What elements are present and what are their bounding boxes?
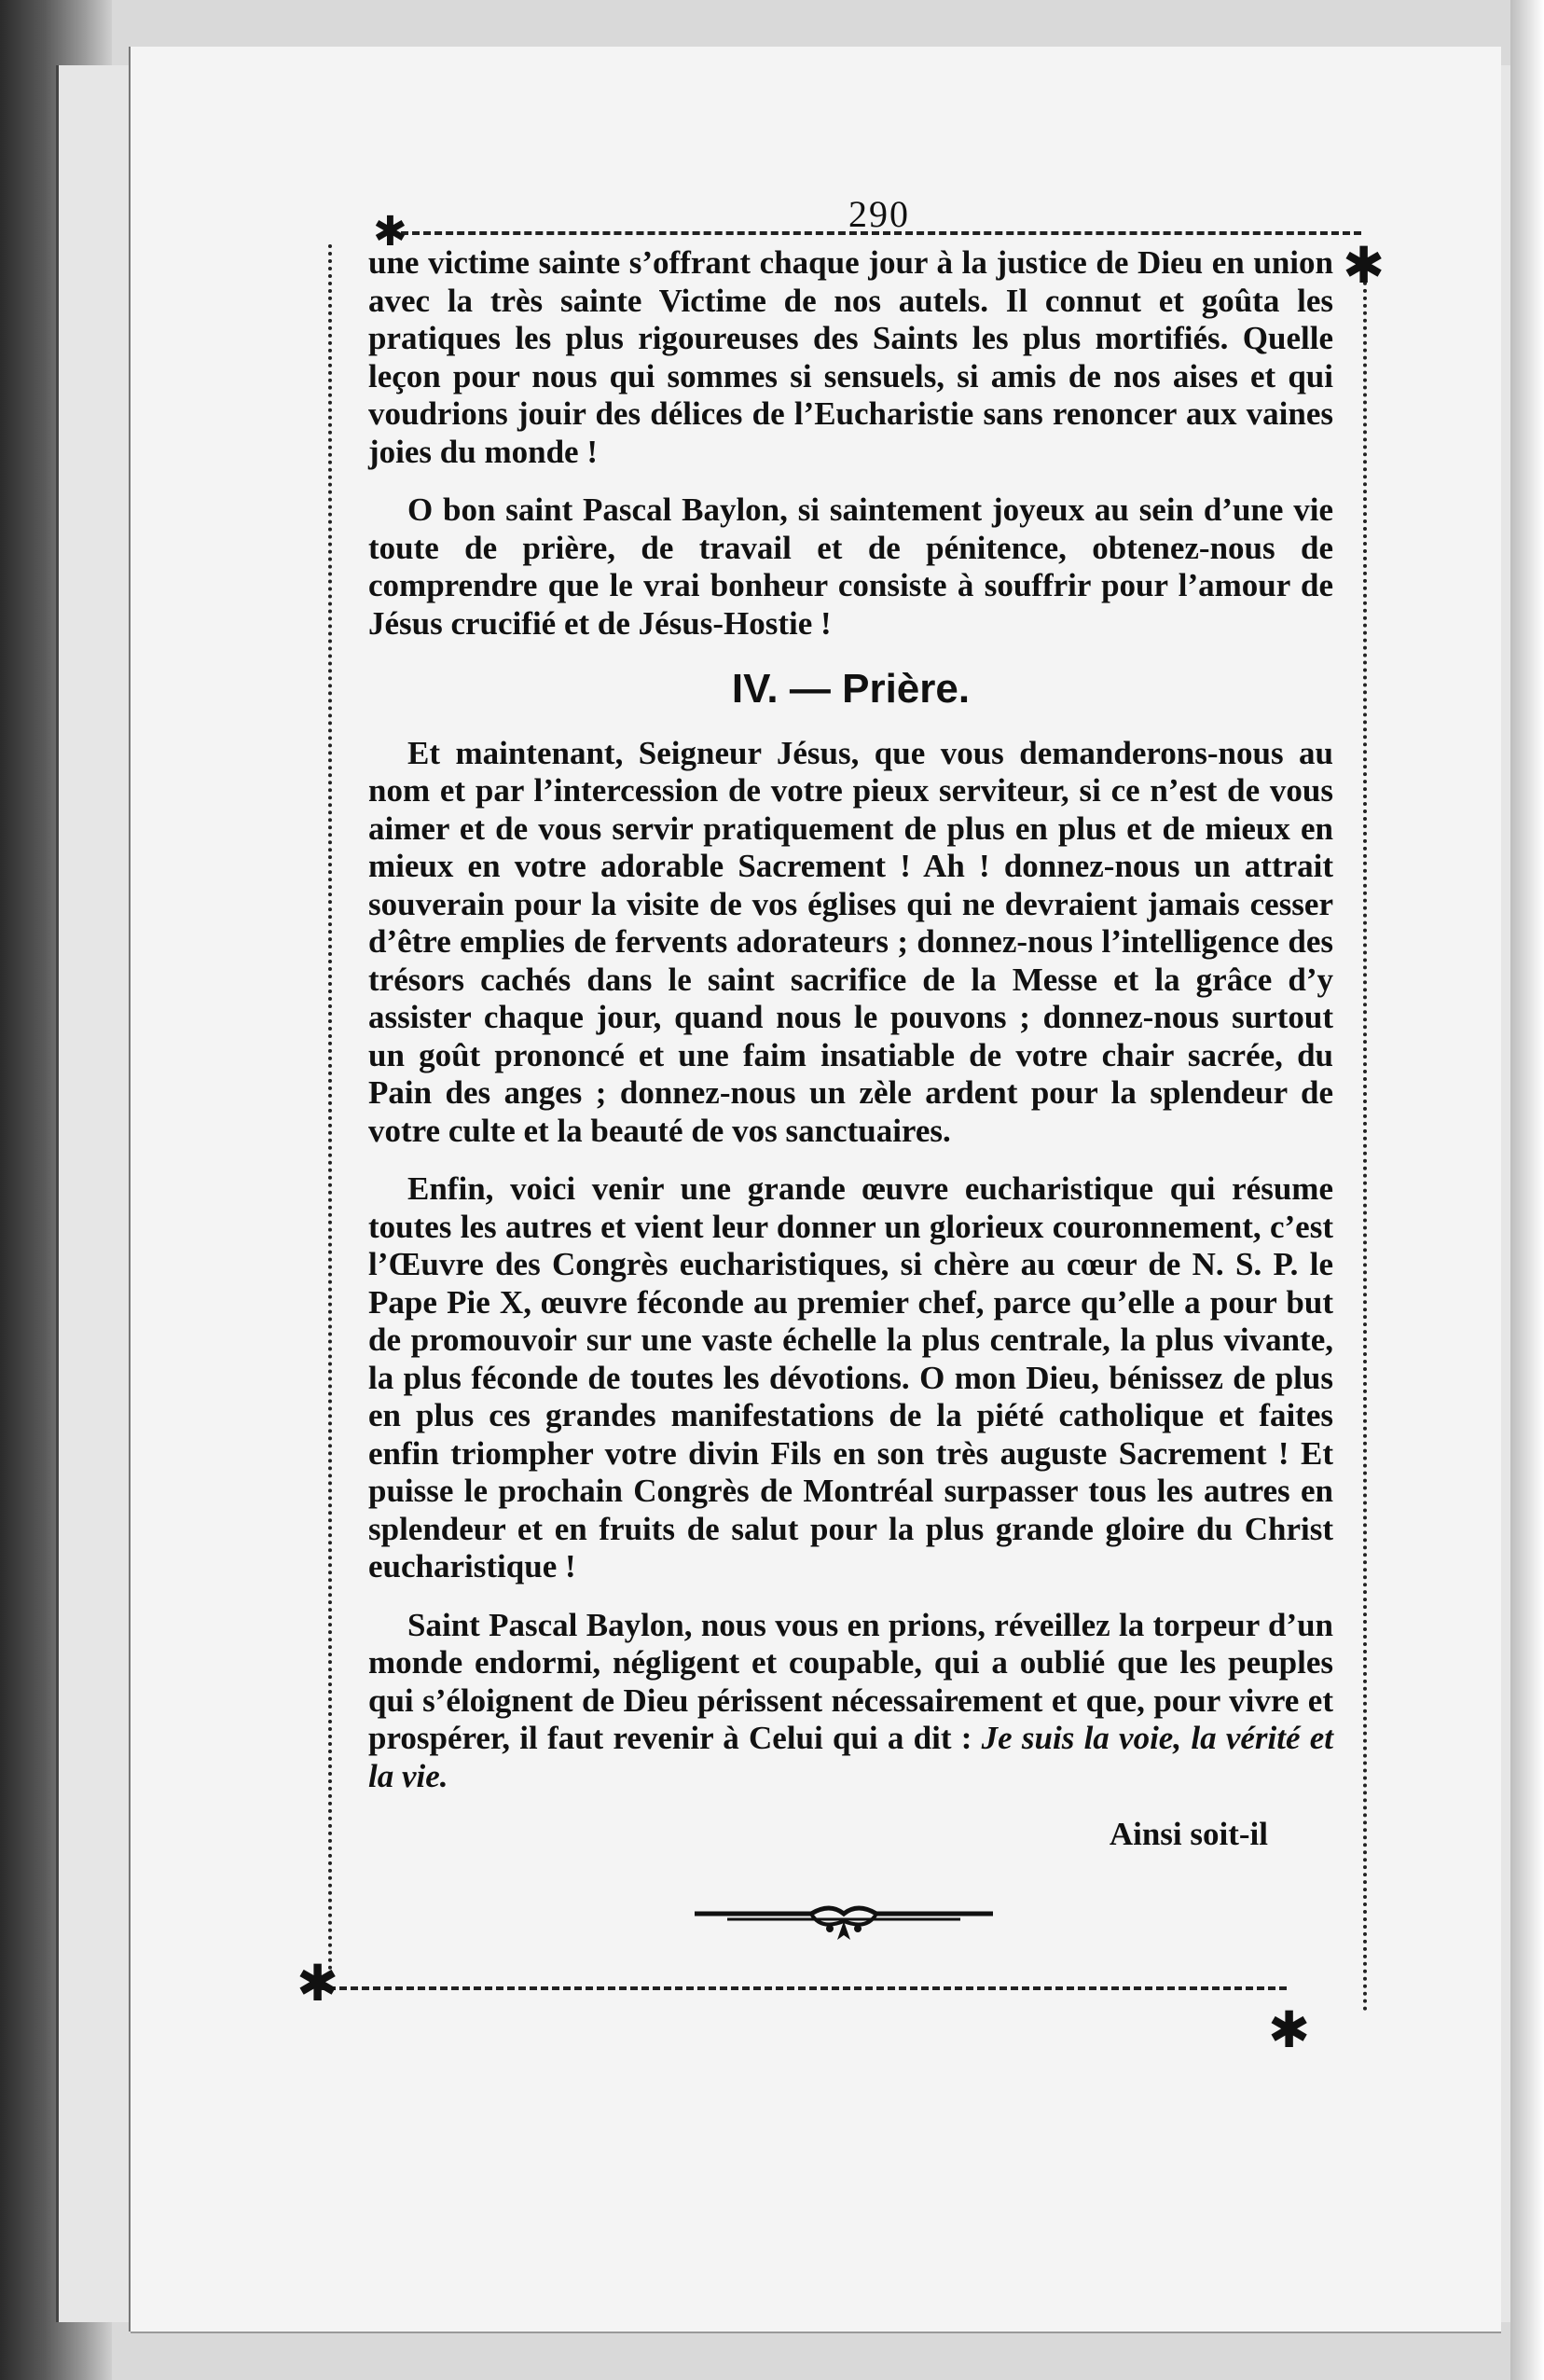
- corner-star-icon: ✱: [1343, 238, 1385, 294]
- closing-line: Ainsi soit-il: [1109, 1816, 1268, 1852]
- tail-ornament-icon: [690, 1893, 998, 1949]
- paragraph: Et maintenant, Seigneur Jésus, que vous demanderons-nous au nom et par l’intercession de votre pieux serviteur, si ce n’est de vous aimer et de vous servir pratiquement de plus en plus et de mieux en mieux en votre adorable Sacrement ! Ah ! donnez-nous un attrait souverain pour la visite de vos églises qui ne devraient jamais cesser d’être emplies de fervents adorateurs ; donnez-nous l’intelligence des trésors cachés dans le saint sacrifice de la Messe et la grâce d’y assister chaque jour, quand nous le pouvons ; donnez-nous surtout un goût prononcé et une faim insatiable de votre chair sacrée, du Pain des anges ; donnez-nous un zèle ardent pour la splendeur de votre culte et la beauté de vos sanctuaires.: [368, 734, 1333, 1149]
- paragraph: une victime sainte s’offrant chaque jour à la justice de Dieu en union avec la très sainte Victime de nos autels. Il connut et goûta les pratiques les plus rigoureuses des Saints les plus mortifiés. Quelle leçon pour nous qui sommes si sensuels, si amis de nos aises et qui voudrions jouir des délices de l’Eucharistie sans renoncer aux vaines joies du monde !: [368, 244, 1333, 470]
- corner-star-icon: ✱: [1268, 2002, 1311, 2058]
- frame-left-border: [328, 244, 332, 1979]
- frame-right-border: [1363, 259, 1367, 2013]
- paragraph: [368, 1607, 1333, 1796]
- paragraph: O bon saint Pascal Baylon, si saintement joyeux au sein d’une vie toute de prière, de travail et de pénitence, obtenez-nous de comprendre que le vrai bonheur consiste à souffrir pour l’amour de Jésus crucifié et de Jésus-Hostie !: [368, 491, 1333, 642]
- page-body: [368, 244, 1333, 1854]
- frame-top-border: [401, 231, 1361, 235]
- section-heading: IV. — Prière.: [731, 666, 971, 712]
- paragraph-text: Saint Pascal Baylon, nous vous en prions, réveillez la torpeur d’un monde endormi, négligent et coupable, qui a oublié que les peuples qui s’éloignent de Dieu périssent nécessairement et que, pour vivre et prospérer, il faut revenir à Celui qui a dit :: [368, 1606, 1333, 1756]
- paragraph: Enfin, voici venir une grande œuvre eucharistique qui résume toutes les autres et vient leur donner un glorieux couronnement, c’est l’Œuvre des Congrès eucharistiques, si chère au cœur de N. S. P. le Pape Pie X, œuvre féconde au premier chef, parce qu’elle a pour but de promouvoir sur une vaste échelle la plus centrale, la plus vivante, la plus féconde de toutes les dévotions. O mon Dieu, bénissez de plus en plus ces grandes manifestations de la piété catholique et faites enfin triompher votre divin Fils en son très auguste Sacrement ! Et puisse le prochain Congrès de Montréal surpasser tous les autres en splendeur et en fruits de salut pour la plus grande gloire du Christ eucharistique !: [368, 1170, 1333, 1584]
- quotation: Je suis la voie, la vérité et la vie.: [368, 1720, 1333, 1794]
- page-number: 290: [848, 193, 910, 235]
- page-edge: [1510, 0, 1544, 2380]
- corner-star-icon: ✱: [296, 1956, 339, 2012]
- frame-bottom-border: [317, 1986, 1287, 1990]
- corner-star-icon: ✱: [373, 209, 407, 255]
